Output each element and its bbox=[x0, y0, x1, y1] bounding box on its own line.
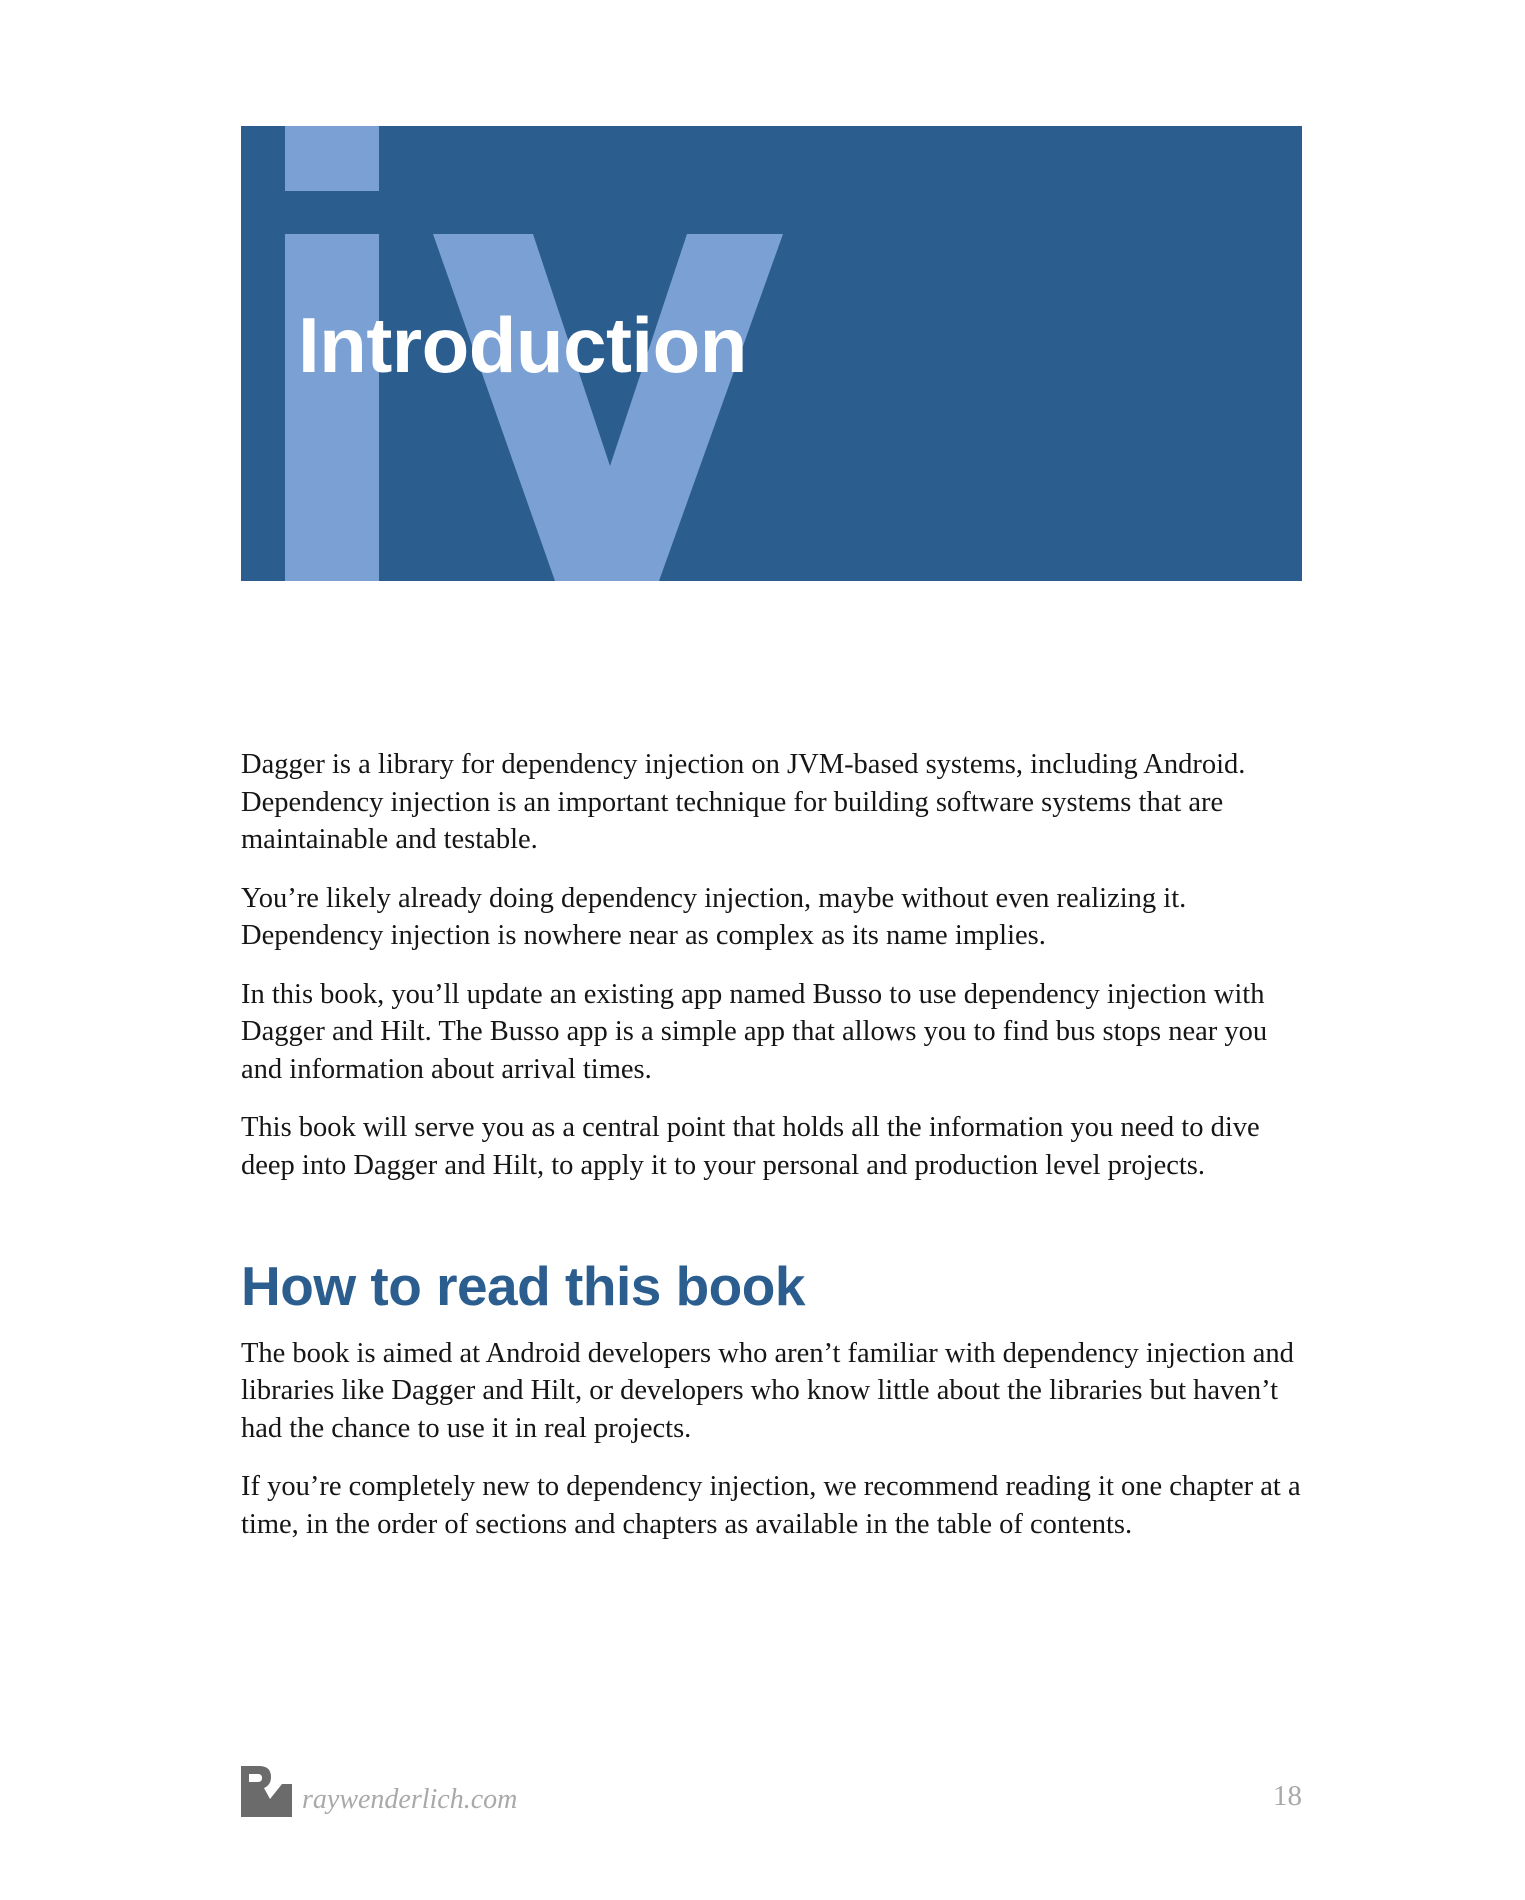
roman-v bbox=[433, 234, 783, 581]
section-paragraph-2: If you’re completely new to dependency injection, we recommend reading it one chapter at a time, in the order of sections and chapters as available in the table of contents. bbox=[241, 1471, 1301, 1540]
intro-paragraph-2: You’re likely already doing dependency injection, maybe without even realizing it. Dependency injection is nowhere near as complex as its name implies. bbox=[241, 882, 1187, 951]
page-number: 18 bbox=[1273, 1780, 1302, 1812]
section-paragraph-1: The book is aimed at Android developers who aren’t familiar with dependency injection and libraries like Dagger and Hilt, or developers who know little about the libraries but haven’t had the chance to use it in real projects. bbox=[241, 1337, 1294, 1444]
roman-i-stem bbox=[285, 234, 379, 581]
chapter-title: Introduction bbox=[298, 301, 747, 389]
page-footer bbox=[241, 1762, 1302, 1818]
roman-i-dot bbox=[285, 126, 379, 191]
chapter-banner bbox=[241, 126, 1302, 581]
chapter-content bbox=[241, 746, 1302, 1564]
footer-site-link[interactable]: raywenderlich.com bbox=[302, 1784, 518, 1815]
section-heading: How to read this book bbox=[241, 1255, 805, 1317]
raywenderlich-logo-icon[interactable] bbox=[241, 1766, 292, 1817]
intro-paragraph-1: Dagger is a library for dependency injection on JVM-based systems, including Android. Dependency injection is an important technique for building software systems that are maintainable and testable. bbox=[241, 749, 1246, 855]
intro-paragraph-3: In this book, you’ll update an existing app named Busso to use dependency injection with Dagger and Hilt. The Busso app is a simple app that allows you to find bus stops near you and information about arrival times. bbox=[241, 978, 1268, 1085]
intro-paragraph-4: This book will serve you as a central point that holds all the information you need to dive deep into Dagger and Hilt, to apply it to your personal and production level projects. bbox=[241, 1112, 1260, 1181]
